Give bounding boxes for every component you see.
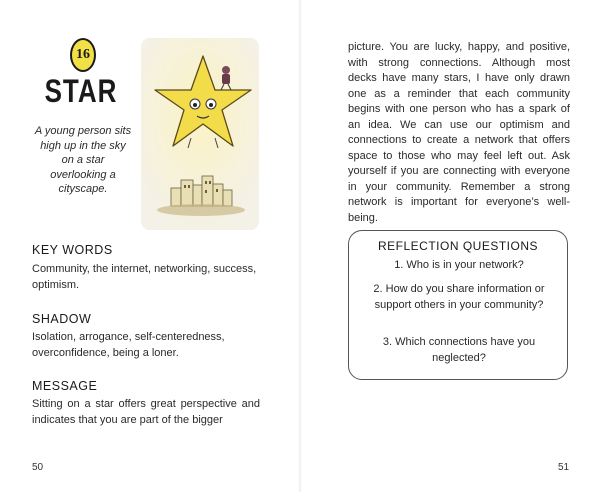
page-number-left: 50 [32,462,44,473]
message-body: Sitting on a star offers great perspective and indicates that you are part of the bigger [32,398,260,426]
reflection-title: REFLECTION QUESTIONS [377,239,539,253]
shadow-heading: SHADOW [32,312,92,326]
card-number-badge [70,38,96,72]
card-illustration [141,38,259,230]
reflection-questions-box [348,230,568,380]
right-page [300,0,600,492]
key-words-heading: KEY WORDS [32,243,113,257]
shadow-body: Isolation, arrogance, self-centeredness, overconfidence, being a loner. [32,331,225,359]
reflection-question-1: 1. Who is in your network? [394,259,524,271]
reflection-question-3: 3. Which connections have you neglected? [382,336,536,364]
key-words-body: Community, the internet, networking, success, optimism. [32,263,257,291]
message-heading: MESSAGE [32,379,98,393]
card-title: STAR [44,72,118,110]
star-illustration-icon [141,38,259,230]
card-description: A young person sits high up in the sky on a star overlooking a cityscape. [34,125,132,195]
message-continued-body: picture. You are lucky, happy, and positive, with strong connections. Although most decks have many stars, I have only drawn one as a reminder that each community begins with one person who has a spark of an idea. We can use our optimism and connections to create a network that offers space to those who may feel left out. Ask yourself if you are connecting with everyone in your community. Remember a strong network is important for everyone’s well-being. [348,41,570,224]
page-number-right: 51 [558,462,570,473]
reflection-question-2: 2. How do you share information or support others in your community? [373,283,545,311]
card-number: 16 [76,47,90,62]
